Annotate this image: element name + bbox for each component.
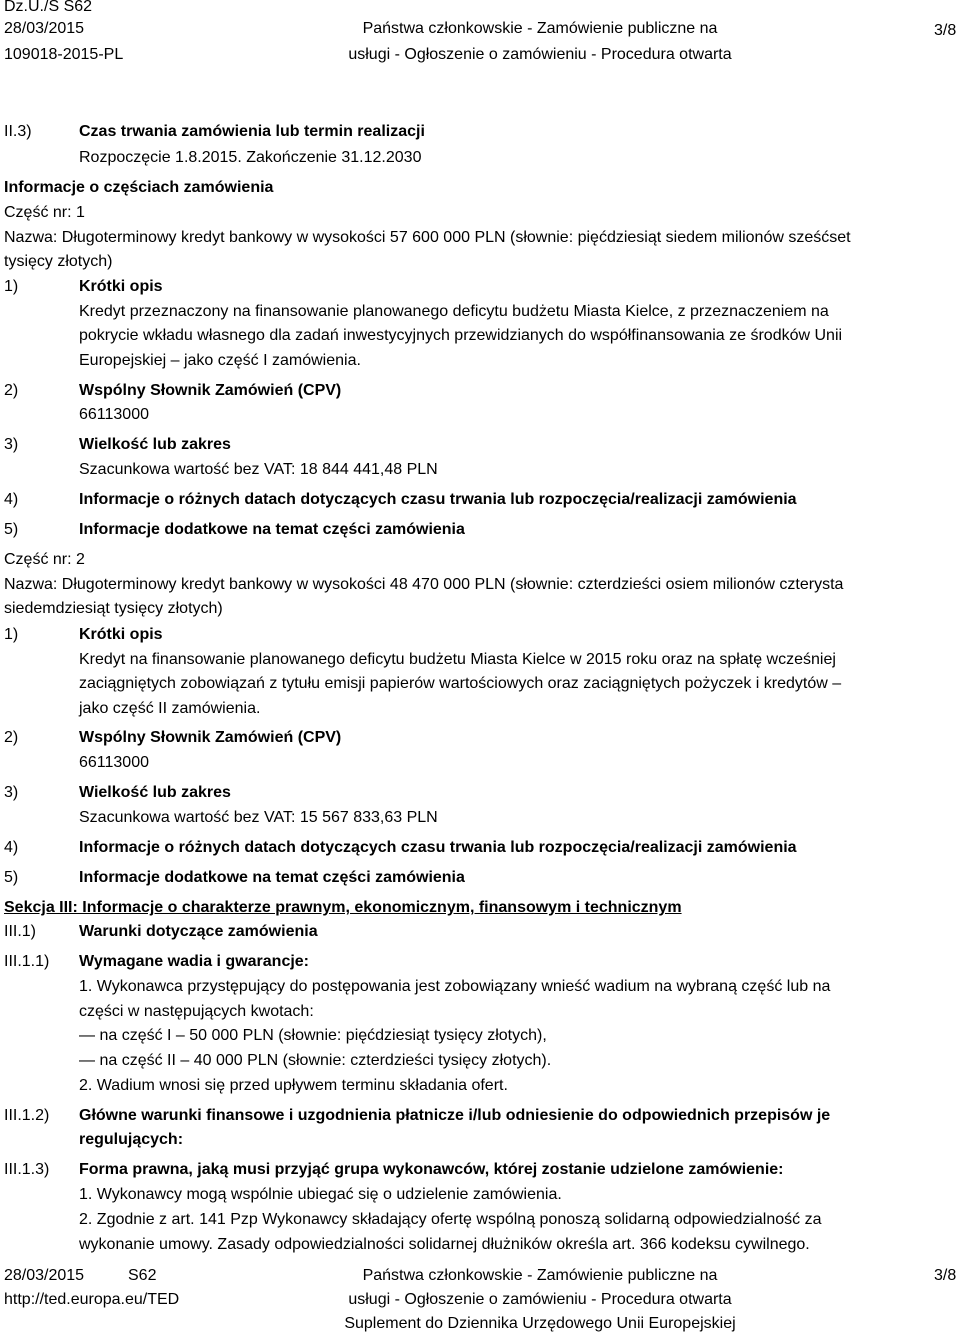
deposit-line: 2. Wadium wnosi się przed upływem terminu składania ofert. [79,1077,508,1094]
deposit-line: części w następujących kwotach: [79,1003,314,1020]
lot-name: Nazwa: Długoterminowy kredyt bankowy w wysokości 57 600 000 PLN (słownie: pięćdziesiąt siedem milionów sześćset [4,229,851,246]
item-number: 5) [4,869,19,886]
footer-title-line1: Państwa członkowskie - Zamówienie publiczne na [362,1267,718,1284]
item-number: 4) [4,491,19,508]
deposit-line: 1. Wykonawca przystępujący do postępowania jest zobowiązany wnieść wadium na wybraną część lub na [79,978,831,995]
lot-name-cont: tysięcy złotych) [4,253,113,270]
description-line: Kredyt przeznaczony na finansowanie planowanego deficytu budżetu Miasta Kielce, z przeznaczeniem na [79,303,829,320]
item-number: 2) [4,729,19,746]
section-number: III.1.3) [4,1161,50,1178]
footer-page-number: 3/8 [934,1267,957,1284]
section-title: Forma prawna, jaką musi przyjąć grupa wykonawców, której zostanie udzielone zamówienie: [79,1161,784,1178]
lots-heading: Informacje o częściach zamówienia [4,179,274,196]
lot-number: Część nr: 2 [4,551,85,568]
estimated-value: Szacunkowa wartość bez VAT: 18 844 441,48 PLN [79,461,438,478]
description-line: zaciągniętych zobowiązań z tytułu emisji papierów wartościowych oraz zaciągniętych pożyczek i kredytów – [79,675,842,692]
legal-form-line: 1. Wykonawcy mogą wspólnie ubiegać się o udzielenie zamówienia. [79,1186,562,1203]
item-number: 5) [4,521,19,538]
lot-name: Nazwa: Długoterminowy kredyt bankowy w wysokości 48 470 000 PLN (słownie: czterdzieści osiem milionów czterysta [4,576,844,593]
estimated-value: Szacunkowa wartość bez VAT: 15 567 833,63 PLN [79,809,438,826]
section-number: III.1.1) [4,953,50,970]
item-title: Wspólny Słownik Zamówień (CPV) [79,382,342,399]
item-number: 1) [4,278,19,295]
footer-title-line2: usługi - Ogłoszenie o zamówieniu - Procedura otwarta [348,1291,732,1308]
header-title-line2: usługi - Ogłoszenie o zamówieniu - Procedura otwarta [348,46,732,63]
section-title-cont: regulujących: [79,1131,184,1148]
legal-form-line: wykonanie umowy. Zasady odpowiedzialności solidarnej dłużników określa art. 366 kodeksu cywilnego. [79,1236,810,1253]
item-number: 3) [4,784,19,801]
lot-number: Część nr: 1 [4,204,85,221]
description-line: jako część II zamówienia. [79,700,261,717]
section-number: II.3) [4,123,32,140]
footer-supplement: Suplement do Dziennika Urzędowego Unii Europejskiej [344,1315,736,1332]
description-line: Kredyt na finansowanie planowanego deficytu budżetu Miasta Kielce w 2015 roku oraz na spłatę wcześniej [79,651,836,668]
cpv-code: 66113000 [79,754,149,771]
item-number: 1) [4,626,19,643]
footer-date: 28/03/2015 [4,1267,85,1284]
section-title: Wymagane wadia i gwarancje: [79,953,310,970]
description-line: Europejskiej – jako część I zamówienia. [79,352,361,369]
section-heading: Sekcja III: Informacje o charakterze prawnym, ekonomicznym, finansowym i technicznym [4,899,682,916]
item-title: Krótki opis [79,626,163,643]
footer-url[interactable]: http://ted.europa.eu/TED [4,1291,180,1308]
item-title: Informacje dodatkowe na temat części zamówienia [79,869,465,886]
header-title-line1: Państwa członkowskie - Zamówienie publiczne na [362,20,718,37]
section-number: III.1.2) [4,1107,50,1124]
section-number: III.1) [4,923,37,940]
section-title: Czas trwania zamówienia lub termin realizacji [79,123,425,140]
item-title: Wielkość lub zakres [79,784,231,801]
journal-ref: Dz.U./S S62 [4,0,93,15]
item-number: 2) [4,382,19,399]
item-title: Krótki opis [79,278,163,295]
item-title: Wspólny Słownik Zamówień (CPV) [79,729,342,746]
section-title: Warunki dotyczące zamówienia [79,923,318,940]
item-title: Wielkość lub zakres [79,436,231,453]
item-title: Informacje o różnych datach dotyczących czasu trwania lub rozpoczęcia/realizacji zamówienia [79,839,797,856]
cpv-code: 66113000 [79,406,149,423]
section-title: Główne warunki finansowe i uzgodnienia płatnicze i/lub odniesienie do odpowiednich przepisów je [79,1107,831,1124]
deposit-line: — na część I – 50 000 PLN (słownie: pięćdziesiąt tysięcy złotych), [79,1027,547,1044]
description-line: pokrycie wkładu własnego dla zadań inwestycyjnych przewidzianych do współfinansowania ze środków Unii [79,327,843,344]
item-title: Informacje o różnych datach dotyczących czasu trwania lub rozpoczęcia/realizacji zamówienia [79,491,797,508]
item-number: 3) [4,436,19,453]
item-number: 4) [4,839,19,856]
footer-issue: S62 [128,1267,157,1284]
duration-value: Rozpoczęcie 1.8.2015. Zakończenie 31.12.2030 [79,149,422,166]
header-page-number: 3/8 [934,22,957,39]
notice-id: 109018-2015-PL [4,46,124,63]
deposit-line: — na część II – 40 000 PLN (słownie: czterdzieści tysięcy złotych). [79,1052,552,1069]
item-title: Informacje dodatkowe na temat części zamówienia [79,521,465,538]
legal-form-line: 2. Zgodnie z art. 141 Pzp Wykonawcy składający ofertę wspólną ponoszą solidarną odpowiedzialność za [79,1211,822,1228]
lot-name-cont: siedemdziesiąt tysięcy złotych) [4,600,223,617]
header-date: 28/03/2015 [4,20,85,37]
